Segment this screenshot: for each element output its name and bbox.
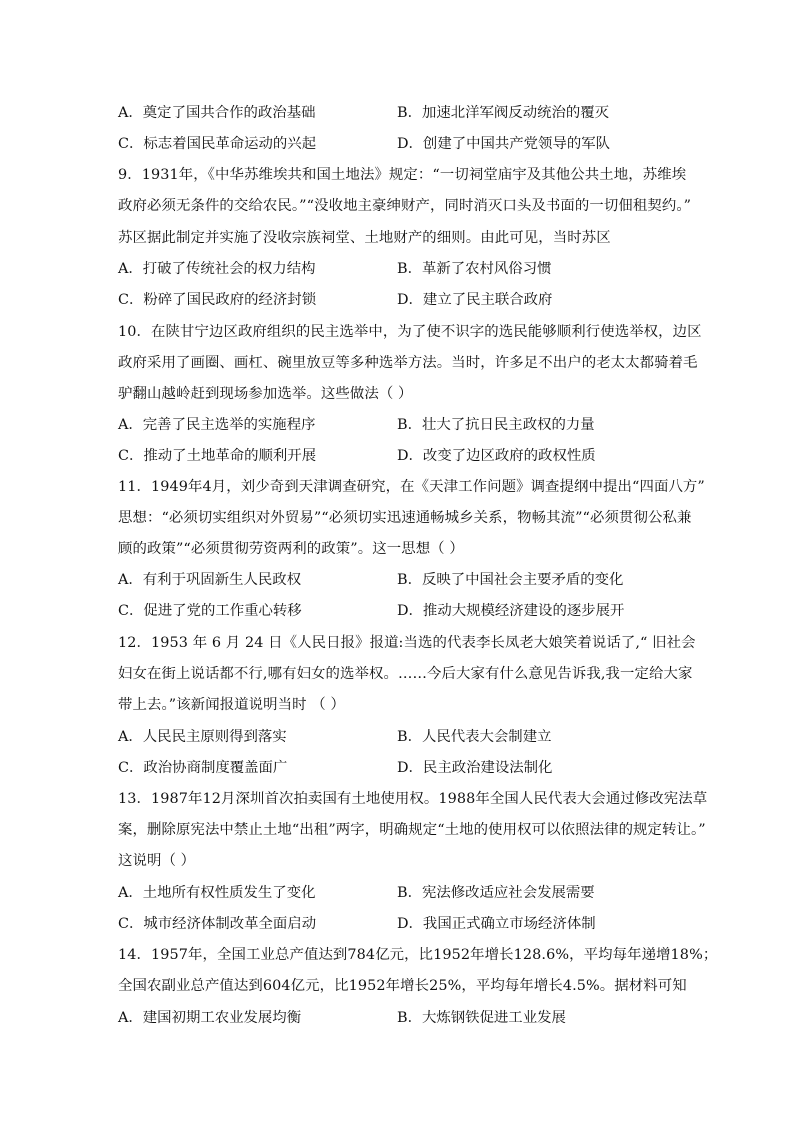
q9-option-b: B．革新了农村风俗习惯 [397,261,552,277]
q8-option-c: C．标志着国民革命运动的兴起 [118,136,317,152]
q10-option-b: B．壮大了抗日民主政权的力量 [397,417,595,433]
q10-stem-line-2: 政府采用了画圈、画杠、碗里放豆等多种选举方法。当时，许多足不出户的老太太都骑着毛 [118,355,698,371]
q11-option-c: C．促进了党的工作重心转移 [118,603,302,619]
q12-option-c: C．政治协商制度覆盖面广 [118,760,288,776]
q13-stem-line-2: 案，删除原宪法中禁止土地“出租”两字，明确规定“土地的使用权可以依照法律的规定转让。” [118,822,706,838]
q13-stem-line-3: 这说明（ ） [118,853,196,869]
q8-option-a: A．奠定了国共合作的政治基础 [118,105,316,121]
q14-stem-line-1: 14．1957年，全国工业总产值达到784亿元，比1952年增长128.6%，平均每年递增18%； [118,947,718,963]
q8-option-b: B．加速北洋军阀反动统治的覆灭 [397,105,610,121]
q11-stem-line-2: 思想：“必须切实组织对外贸易”“必须切实迅速通畅城乡关系，物畅其流”“必须贯彻公私兼 [118,510,692,526]
q10-stem-line-3: 驴翻山越岭赶到现场参加选举。这些做法（ ） [118,386,413,402]
q12-option-b: B．人民代表大会制建立 [397,729,552,745]
q13-option-c: C．城市经济体制改革全面启动 [118,916,317,932]
q10-option-d: D．改变了边区政府的政权性质 [397,448,596,464]
q9-option-c: C．粉碎了国民政府的经济封锁 [118,292,317,308]
q12-option-d: D．民主政治建设法制化 [397,760,553,776]
q12-stem-line-2: 妇女在街上说话都不行,哪有妇女的选举权。……今后大家有什么意见告诉我,我一定给大家 [118,666,693,682]
q13-option-b: B．宪法修改适应社会发展需要 [397,885,595,901]
q13-option-d: D．我国正式确立市场经济体制 [397,916,596,932]
q8-option-d: D．创建了中国共产党领导的军队 [397,136,611,152]
q14-option-a: A．建国初期工农业发展均衡 [118,1010,302,1026]
q14-stem-line-2: 全国农副业总产值达到604亿元，比1952年增长25%，平均每年增长4.5%。据材料可知 [118,978,687,994]
q10-option-c: C．推动了土地革命的顺利开展 [118,448,317,464]
q11-stem-line-3: 顾的政策”“必须贯彻劳资两利的政策”。这一思想（ ） [118,541,464,557]
q13-option-a: A．土地所有权性质发生了变化 [118,885,316,901]
q9-stem-line-2: 政府必须无条件的交给农民。”“没收地主豪绅财产，同时消灭口头及书面的一切佃租契约。” [118,198,692,214]
q10-stem-line-1: 10．在陕甘宁边区政府组织的民主选举中，为了使不识字的选民能够顺利行使选举权，边区 [118,324,702,340]
q11-option-d: D．推动大规模经济建设的逐步展开 [397,603,625,619]
q11-option-b: B．反映了中国社会主要矛盾的变化 [397,572,624,588]
q9-stem-line-1: 9．1931年，《中华苏维埃共和国土地法》规定：“一切祠堂庙宇及其他公共土地，苏维埃 [118,167,687,183]
q11-option-a: A．有利于巩固新生人民政权 [118,572,302,588]
q12-stem-line-3: 带上去。”该新闻报道说明当时 （ ） [118,697,345,713]
q9-option-a: A．打破了传统社会的权力结构 [118,261,316,277]
q12-option-a: A．人民民主原则得到落实 [118,729,287,745]
q9-option-d: D．建立了民主联合政府 [397,292,553,308]
q9-stem-line-3: 苏区据此制定并实施了没收宗族祠堂、土地财产的细则。由此可见，当时苏区 [118,230,611,246]
q12-stem-line-1: 12．1953 年 6 月 24 日《人民日报》报道:当选的代表李长凤老大娘笑着说话了,“ 旧社会 [118,635,696,651]
q11-stem-line-1: 11．1949年4月，刘少奇到天津调查研究，在《天津工作问题》调查提纲中提出“四面八方” [118,479,705,495]
q13-stem-line-1: 13．1987年12月深圳首次拍卖国有土地使用权。1988年全国人民代表大会通过修改宪法草 [118,791,708,807]
q10-option-a: A．完善了民主选举的实施程序 [118,417,316,433]
q14-option-b: B．大炼钢铁促进工业发展 [397,1010,566,1026]
